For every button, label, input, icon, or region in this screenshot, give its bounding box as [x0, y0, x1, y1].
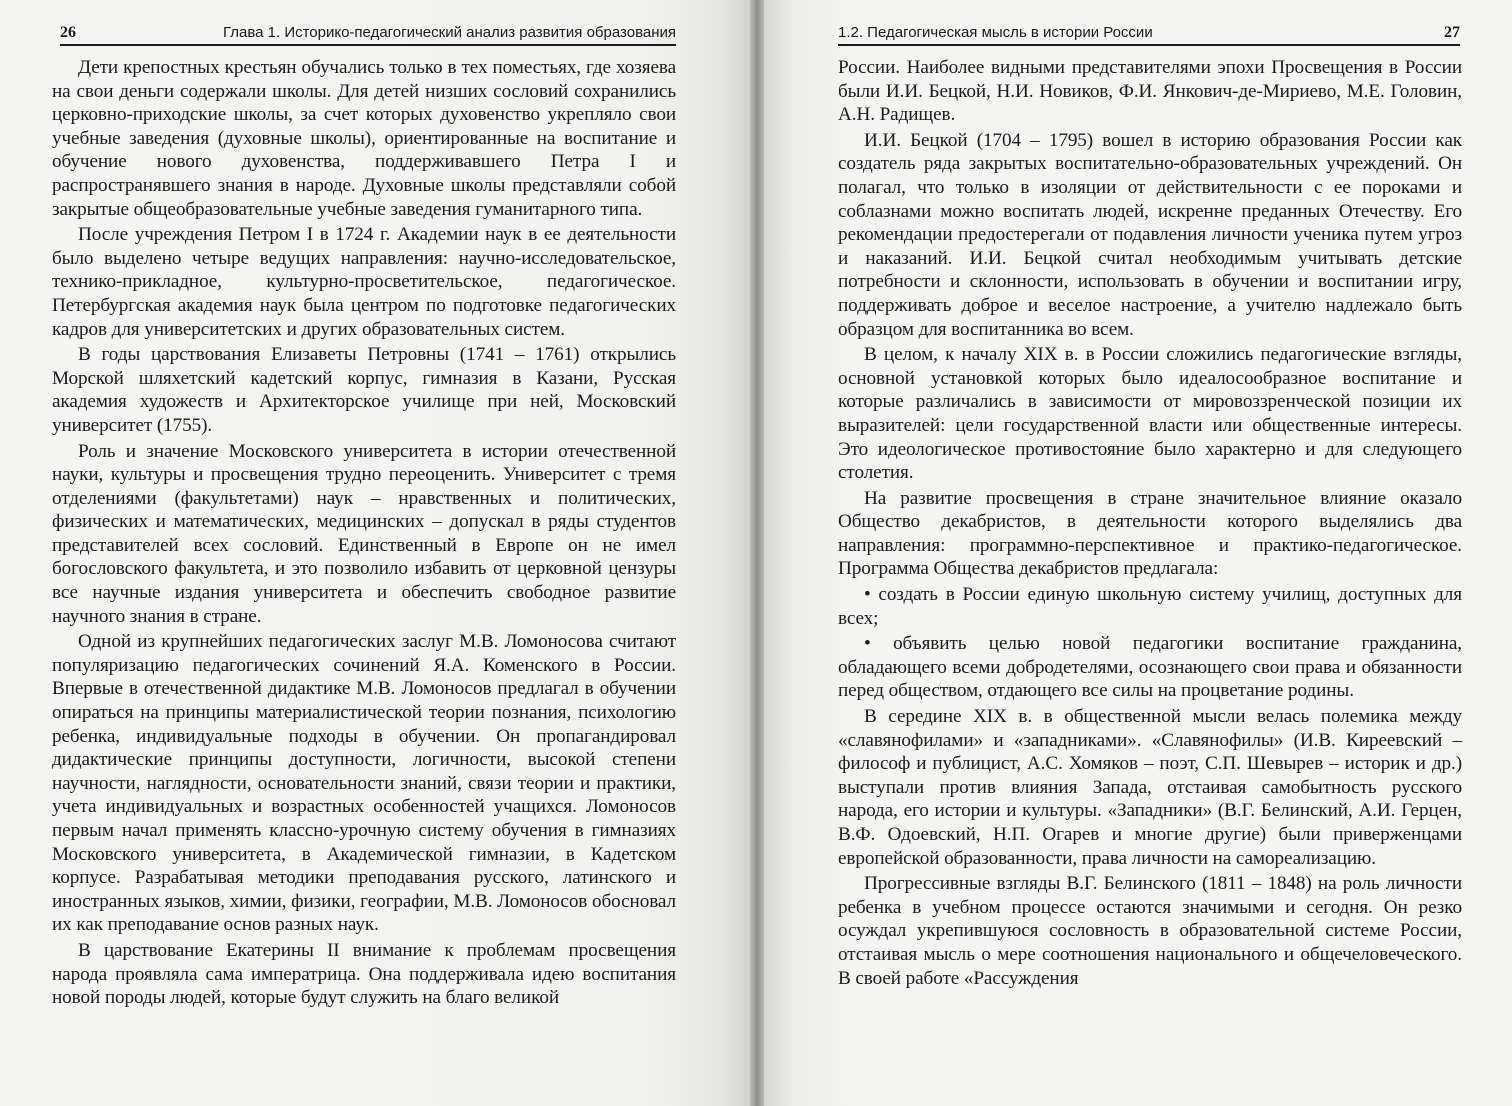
page-number-right: 27	[1444, 24, 1460, 41]
paragraph: Прогрессивные взгляды В.Г. Белинского (1811 – 1848) на роль личности ребенка в учебном процессе остаются значимыми и сегодня. Он резко осуждал укрепившуюся сословность в образовательной системе России, отстаивая мысль о мере соотношения национального и общечеловеческого. В своей работе «Рассуждения	[838, 873, 1462, 989]
paragraph: В целом, к началу XIX в. в России сложились педагогические взгляды, основной установкой которых было идеалосообразное воспитание и которые различались в зависимости от мировоззренческой позиции их выразителей: цели государственной власти или общественные интересы. Это идеологическое противостояние было характерно и для следующего столетия.	[838, 344, 1462, 484]
paragraph: На развитие просвещения в стране значительное влияние оказало Общество декабристов, в деятельности которого выделялись два направления: программно-перспективное и практико-педагогическое. Программа Общества декабристов предлагала:	[838, 487, 1462, 580]
paragraph: В середине XIX в. в общественной мысли велась полемика между «славянофилами» и «западниками». «Славянофилы» (И.В. Киреевский – философ и публицист, А.С. Хомяков – поэт, С.П. Шевырев – историк и др.) выступали против влияния Запада, отстаивая самобытность русского народа, его истории и культуры. «Западники» (В.Г. Белинский, А.И. Герцен, В.Ф. Одоевский, Н.П. Огарев и многие другие) были приверженцами европейской образованности, права личности на самореализацию.	[838, 706, 1462, 869]
right-page	[764, 0, 1512, 1106]
left-page	[0, 0, 750, 1106]
paragraph: В годы царствования Елизаветы Петровны (1741 – 1761) открылись Морской шляхетский кадетский корпус, гимназия в Казани, Русская академия художеств и Архитекторское училище при ней, Московский университет (1755).	[52, 344, 676, 436]
running-head-left	[60, 20, 676, 46]
book-gutter	[750, 0, 764, 1106]
left-body-text	[52, 56, 676, 1012]
paragraph: России. Наиболее видными представителями эпохи Просвещения в России были И.И. Бецкой, Н.И. Новиков, Ф.И. Янкович-де-Мириево, М.Е. Головин, А.Н. Радищев.	[838, 57, 1462, 126]
paragraph: И.И. Бецкой (1704 – 1795) вошел в историю образования России как создатель ряда закрытых воспитательно-образовательных учреждений. Он полагал, что только в изоляции от действительности с ее пороками и соблазнами можно воспитать людей, искренне преданных Отечеству. Его рекомендации предостерегали от подавления личности ученика путем угроз и наказаний. И.И. Бецкой считал необходимым учитывать детские потребности и склонности, использовать в обучении и воспитании игру, поддерживать доброе и веселое настроение, а учителю надлежало быть образцом для воспитанника во всем.	[838, 129, 1462, 340]
paragraph: Роль и значение Московского университета в истории отечественной науки, культуры и просвещения трудно переоценить. Университет с тремя отделениями (факультетами) наук – нравственных и политических, физических и математических, медицинских – допускал в ряды студентов представителей всех сословий. Единственный в Европе он не имел богословского факультета, и это позволило избавить от церковной цензуры все научные издания университета и обеспечить свободное развитие научного знания в стране.	[52, 440, 676, 627]
section-title: 1.2. Педагогическая мысль в истории России	[838, 24, 1153, 41]
paragraph: Дети крепостных крестьян обучались только в тех поместьях, где хозяева на свои деньги содержали школы. Для детей низших сословий сохранились церковно-приходские школы, за счет которых духовенство укрепляло свои учебные заведения (духовные школы), ориентированные на воспитание и обучение нового духовенства, поддерживавшего Петра I и распространявшего знания в народе. Духовные школы представляли собой закрытые общеобразовательные учебные заведения гуманитарного типа.	[52, 57, 676, 220]
paragraph: В царствование Екатерины II внимание к проблемам просвещения народа проявляла сама императрица. Она поддерживала идею воспитания новой породы людей, которые будут служить на благо великой	[52, 939, 676, 1009]
list-item: • создать в России единую школьную систему училищ, доступных для всех;	[838, 584, 1462, 629]
page-number-left: 26	[60, 24, 76, 41]
right-body-text	[838, 56, 1462, 992]
paragraph: После учреждения Петром I в 1724 г. Академии наук в ее деятельности было выделено четыре ведущих направления: научно-исследовательское, технико-прикладное, культурно-просветительское, педагогическое. Петербургская академия наук была центром по подготовке педагогических кадров для университетских и других образовательных систем.	[52, 224, 676, 340]
chapter-title: Глава 1. Историко-педагогический анализ развития образования	[222, 24, 676, 41]
list-item: • объявить целью новой педагогики воспитание гражданина, обладающего всеми добродетелями, осознающего свои права и обязанности перед обществом, отдающего все силы на процветание родины.	[838, 633, 1462, 702]
running-head-right	[838, 20, 1460, 46]
paragraph: Одной из крупнейших педагогических заслуг М.В. Ломоносова считают популяризацию педагогических сочинений Я.А. Коменского в России. Впервые в отечественной дидактике М.В. Ломоносов предлагал в обучении опираться на принципы материалистической теории познания, психологию ребенка, индивидуальные подходы в обучении. Он пропагандировал дидактические принципы доступности, логичности, высокой степени научности, наглядности, основательности знаний, связи теории и практики, учета индивидуальных и возрастных особенностей учащихся. Ломоносов первым начал применять классно-урочную систему обучения в гимназиях Московского университета, в Академической гимназии, в Кадетском корпусе. Разрабатывая методики преподавания русского, латинского и иностранных языков, химии, физики, географии, М.В. Ломоносов обосновал их как преподавание основ разных наук.	[52, 631, 676, 936]
